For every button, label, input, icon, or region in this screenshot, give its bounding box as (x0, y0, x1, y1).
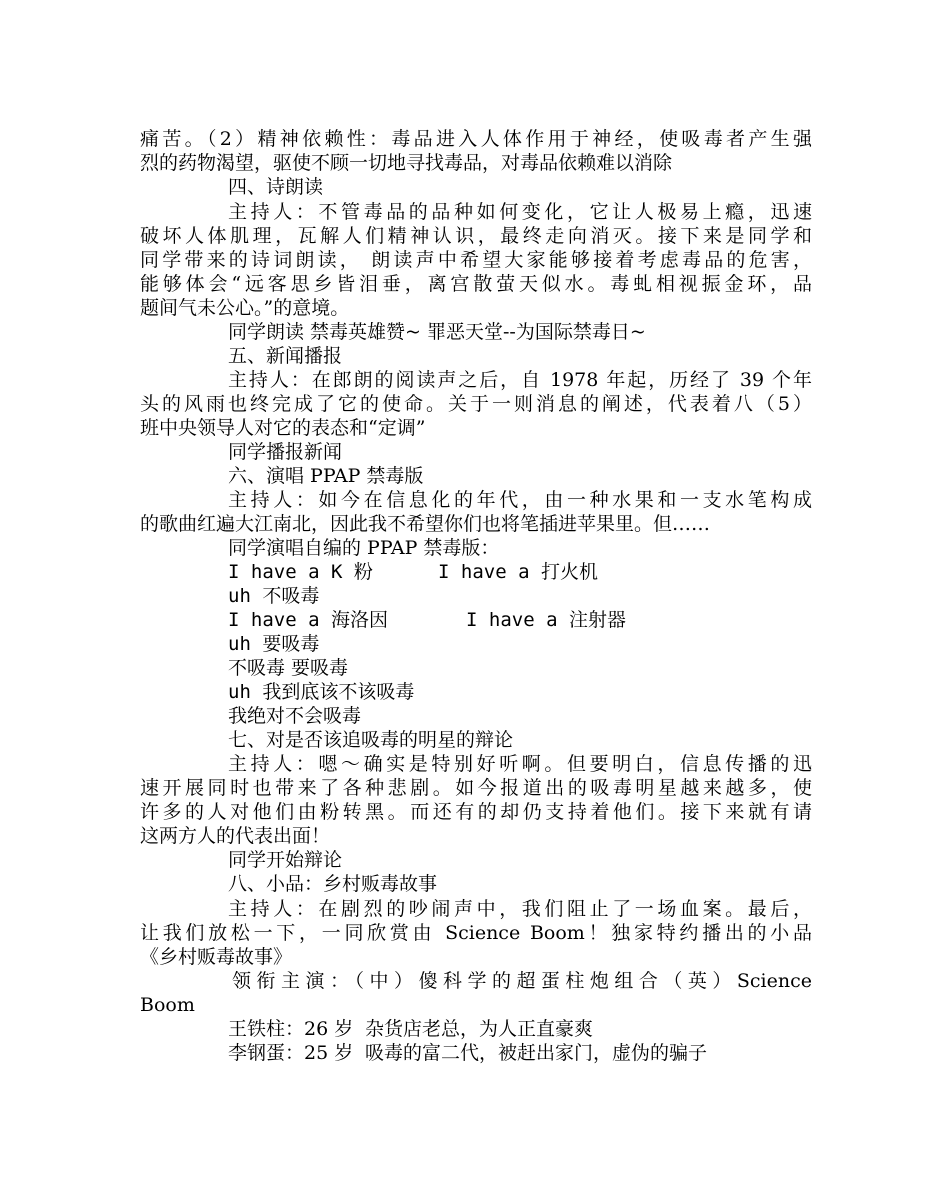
paragraph-line: 同学开始辩论 (228, 849, 343, 871)
paragraph-line: 同学播报新闻 (228, 441, 343, 463)
lyric-line: 不吸毒 要吸毒 (228, 657, 349, 679)
paragraph-line: 让我们放松一下，一同欣赏由 Science Boom！独家特约播出的小品 (140, 922, 812, 944)
cast-line (228, 1017, 812, 1041)
paragraph-line: 破坏人体肌理，瓦解人们精神认识，最终走向消灭。接下来是同学和 (140, 225, 812, 247)
section-heading: 四、诗朗读 (228, 176, 324, 198)
section-heading: 七、对是否该追吸毒的明星的辩论 (228, 729, 514, 751)
lyric-right: I have a 注射器 (466, 609, 626, 631)
section-heading: 八、小品：乡村贩毒故事 (228, 873, 438, 895)
lyric-line: uh 我到底该不该吸毒 (228, 681, 415, 703)
paragraph-line: 班中央领导人对它的表态和“定调” (140, 417, 426, 439)
paragraph-line: 同学带来的诗词朗读， 朗读声中希望大家能够接着考虑毒品的危害， (140, 249, 812, 271)
paragraph-line: 题间气未公心。”的意境。 (140, 297, 350, 319)
paragraph-line: 能够体会“远客思乡皆泪垂，离宫散萤天似水。毒虬相视振金环，品 (140, 273, 812, 295)
cast-name: 王铁柱：26 岁 (228, 1018, 354, 1040)
paragraph-line: 的歌曲红遍大江南北，因此我不希望你们也将笔插进苹果里。但…… (140, 513, 711, 535)
paragraph-line: 速开展同时也带来了各种悲剧。如今报道出的吸毒明星越来越多，使 (140, 777, 812, 799)
paragraph-line: 许多的人对他们由粉转黑。而还有的却仍支持着他们。接下来就有请 (140, 801, 812, 823)
paragraph-line: 同学演唱自编的 PPAP 禁毒版： (228, 537, 500, 559)
cast-name: 李钢蛋：25 岁 (228, 1042, 354, 1064)
paragraph-line: Boom (140, 994, 195, 1016)
paragraph-line: 这两方人的代表出面！ (140, 825, 331, 847)
paragraph-line: 领衔主演：（中）傻科学的超蛋柱炮组合（英）Science (232, 970, 812, 992)
paragraph-line: 主持人：在郎朗的阅读声之后，自 1978 年起，历经了 39 个年 (228, 369, 812, 391)
paragraph-line: 痛苦。（2）精神依赖性：毒品进入人体作用于神经，使吸毒者产生强 (140, 128, 812, 150)
paragraph-line: 《乡村贩毒故事》 (140, 946, 293, 968)
cast-description: 吸毒的富二代，被赶出家门，虚伪的骗子 (365, 1042, 708, 1064)
paragraph-line: 同学朗读 禁毒英雄赞~ 罪恶天堂--为国际禁毒日~ (228, 321, 646, 343)
paragraph-line: 烈的药物渴望，驱使不顾一切地寻找毒品，对毒品依赖难以消除 (140, 152, 673, 174)
lyric-line (228, 608, 812, 632)
cast-description: 杂货店老总，为人正直豪爽 (365, 1018, 594, 1040)
lyric-left: I have a 海洛因 (228, 609, 388, 631)
section-heading: 五、新闻播报 (228, 345, 343, 367)
paragraph-line: 主持人：嗯～确实是特别好听啊。但要明白，信息传播的迅 (228, 753, 812, 775)
paragraph-line: 主持人：如今在信息化的年代，由一种水果和一支水笔构成 (228, 489, 812, 511)
lyric-line (228, 560, 812, 584)
paragraph-line: 头的风雨也终完成了它的使命。关于一则消息的阐述，代表着八（5） (140, 393, 812, 415)
paragraph-line: 主持人：不管毒品的品种如何变化，它让人极易上瘾，迅速 (228, 201, 812, 223)
section-heading: 六、演唱 PPAP 禁毒版 (228, 465, 424, 487)
lyric-line: uh 要吸毒 (228, 633, 320, 655)
lyric-line: 我绝对不会吸毒 (228, 705, 362, 727)
paragraph-line: 主持人：在剧烈的吵闹声中，我们阻止了一场血案。最后， (228, 898, 812, 920)
cast-line (228, 1041, 812, 1065)
lyric-left: I have a K 粉 (228, 561, 373, 583)
lyric-right: I have a 打火机 (438, 561, 598, 583)
lyric-line: uh 不吸毒 (228, 585, 320, 607)
